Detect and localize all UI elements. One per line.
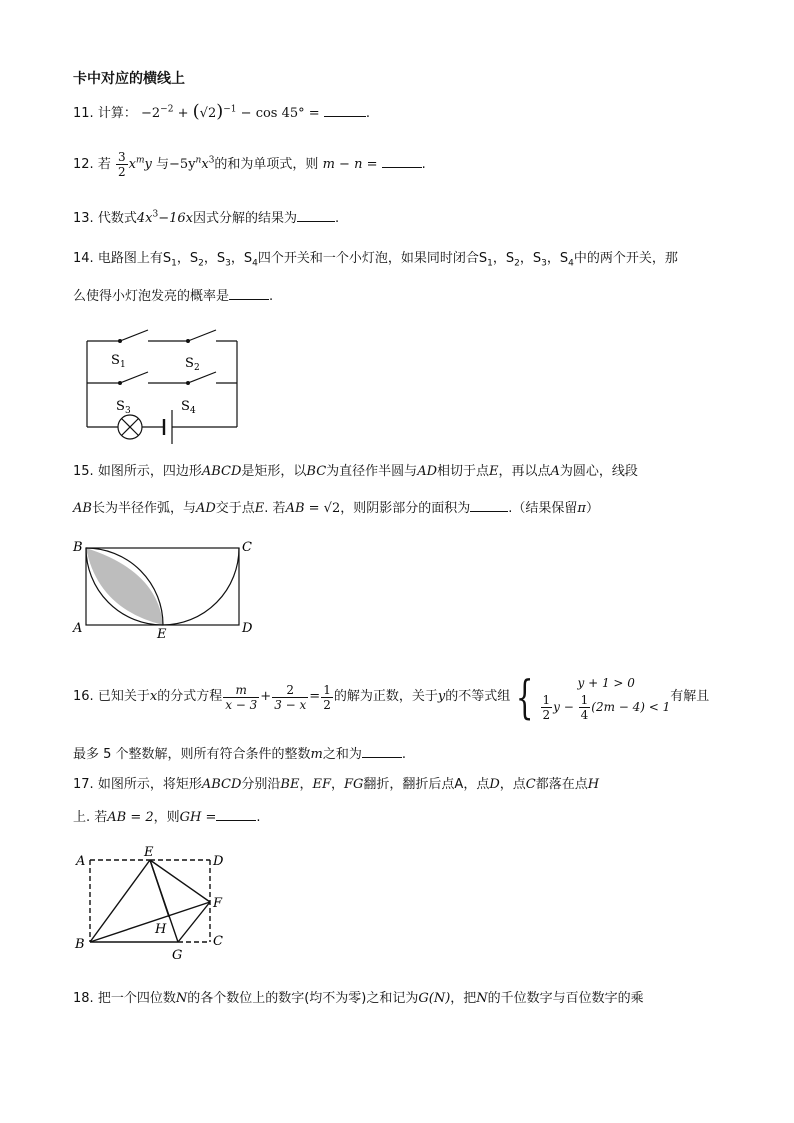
question-11: 11. 计算： $-2^{-2} + (√2)^{-1} - \cos 45^\circ$ = .	[73, 101, 370, 122]
question-16-line-1: 16. 已知关于 x 的分式方程 $\frac{m}{x - 3}$ + $\frac{2}{3 - x}$ = $\frac{1}{2}$ 的解为正数，关于 y 的不等式组 { y + 1 > 0 $\frac{1}{2}$ y − $\frac{1}{4}$ (2m − 4) < 1 有解且	[73, 670, 710, 724]
q11-term-c: − cos 45° =	[240, 106, 320, 121]
label-H: H	[155, 922, 167, 937]
q14-answer-blank[interactable]	[229, 287, 269, 300]
question-12	[73, 150, 426, 179]
q17-number: 17.	[73, 777, 94, 792]
q16-inequality-system: y + 1 > 0 $\frac{1}{2}$ y − $\frac{1}{4}$ (2m − 4) < 1	[542, 675, 671, 722]
label-s3: S	[116, 399, 125, 414]
question-14-line-2: 么使得小灯泡发亮的概率是 .	[73, 289, 274, 304]
svg-text:1: 1	[120, 360, 126, 370]
q12-expr: m − n =	[322, 157, 378, 172]
question-18: 18. 把一个四位数N的各个数位上的数字(均不为零)之和记为G(N)，把N的千位数字与百位数字的乘	[73, 991, 644, 1006]
q13-expr: 4x	[136, 211, 153, 226]
q11-label: 计算：	[97, 106, 137, 121]
q12-fraction: $\frac{3}{2}$	[117, 150, 126, 179]
q12-answer-blank[interactable]	[382, 155, 422, 168]
q11-end: .	[365, 106, 370, 121]
label-s2: S	[185, 356, 194, 371]
label-C: C	[213, 934, 223, 949]
q12-y: y	[144, 157, 152, 172]
q11-plus: +	[177, 106, 189, 121]
q11-exp-a: −2	[160, 104, 174, 115]
question-17-line-2: 上. 若AB = 2，则GH = .	[73, 810, 261, 825]
label-D: D	[213, 854, 224, 869]
q12-mid: 与	[156, 157, 170, 172]
circuit-diagram	[80, 325, 245, 445]
q15-number: 15.	[73, 464, 94, 479]
q13-number: 13.	[73, 211, 94, 226]
q18-number: 18.	[73, 991, 94, 1006]
q14-line2: 么使得小灯泡发亮的概率是	[73, 289, 230, 304]
q12-number: 12.	[73, 157, 94, 172]
label-C: C	[242, 540, 252, 555]
rectangle-semicircle-figure	[70, 537, 260, 642]
q13-prefix: 代数式	[97, 211, 137, 226]
q11-sqrt2: √2	[199, 106, 217, 121]
q12-x2: x	[201, 157, 209, 172]
label-E: E	[157, 627, 167, 642]
question-17-line-1: 17. 如图所示，将矩形ABCD分别沿BE，EF，FG翻折，翻折后点A，点D，点C都落在点H	[73, 777, 600, 792]
label-F: F	[213, 896, 223, 911]
label-B: B	[75, 937, 85, 952]
q12-exp-3: 3	[208, 155, 215, 166]
label-A: A	[73, 621, 83, 636]
question-15-line-2: AB长为半径作弧，与AD交于点E. 若AB = √2，则阴影部分的面积为 .（结果保留π）	[73, 501, 599, 516]
q13-expr2: −16x	[158, 211, 193, 226]
label-E: E	[144, 845, 154, 860]
q13-exp: 3	[152, 209, 159, 220]
label-D: D	[242, 621, 253, 636]
q12-term2: −5y	[169, 157, 196, 172]
q12-prefix: 若	[97, 157, 111, 172]
q11-exp-b: −1	[223, 104, 237, 115]
label-B: B	[73, 540, 83, 555]
label-G: G	[172, 948, 183, 963]
question-15-line-1: 15. 如图所示，四边形ABCD是矩形，以BC为直径作半圆与AD相切于点E，再以点A为圆心，线段	[73, 464, 638, 479]
q13-end: .	[334, 211, 340, 226]
q11-term-a: −2	[140, 106, 161, 121]
q12-exp-n: n	[195, 155, 202, 166]
q15-answer-blank[interactable]	[470, 499, 508, 512]
label-A: A	[76, 854, 86, 869]
svg-text:3: 3	[125, 406, 131, 416]
question-16-line-2: 最多 5 个整数解，则所有符合条件的整数m之和为 .	[73, 747, 407, 762]
label-s1: S	[111, 353, 120, 368]
q16-number: 16.	[73, 689, 94, 704]
q12-x: x	[128, 157, 136, 172]
q12-exp-m: m	[135, 155, 145, 166]
question-13	[73, 209, 339, 228]
q17-answer-blank[interactable]	[216, 808, 256, 821]
q14-number: 14.	[73, 251, 94, 266]
svg-text:4: 4	[190, 406, 196, 416]
q16-answer-blank[interactable]	[362, 745, 402, 758]
q11-number: 11.	[73, 106, 94, 121]
q13-text: 因式分解的结果为	[192, 211, 297, 226]
label-s4: S	[181, 399, 190, 414]
svg-text:2: 2	[194, 363, 200, 373]
folded-rectangle-figure	[72, 843, 237, 965]
section-header: 卡中对应的横线上	[73, 71, 185, 87]
q12-text: 的和为单项式，则	[214, 157, 319, 172]
question-14-line-1: 14. 电路图上有$S_1$，$S_2$，$S_3$，$S_4$四个开关和一个小灯泡，如果同时闭合$S_1$，$S_2$，$S_3$，$S_4$中的两个开关，那	[73, 251, 678, 269]
q11-answer-blank[interactable]	[324, 104, 366, 117]
q13-answer-blank[interactable]	[297, 209, 335, 222]
shaded-region	[86, 548, 163, 625]
q12-end: .	[421, 157, 426, 172]
